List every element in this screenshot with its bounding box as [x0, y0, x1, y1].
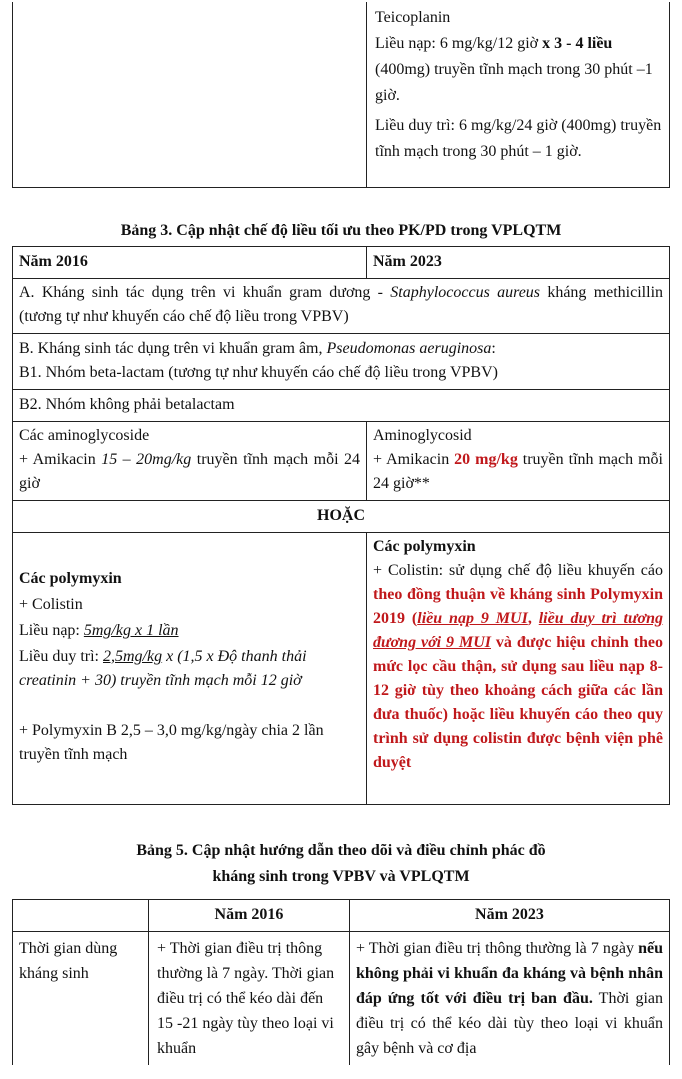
amino-2023-title: Aminoglycosid: [373, 427, 472, 444]
poly-2023-loading: liều nạp 9 MUI: [417, 610, 528, 627]
table3-caption: Bảng 3. Cập nhật chế độ liều tối ưu theo PK/PD trong VPLQTM: [120, 222, 562, 239]
poly-2016-cell: [13, 533, 367, 805]
poly-2016-maint-value: 2,5mg/kg: [102, 647, 163, 665]
poly-2023-pre: + Colistin: sử dụng chế độ liều khuyến cáo: [373, 562, 663, 579]
amino-2016-post: truyền tĩnh mạch mỗi 24 giờ: [19, 451, 360, 492]
amino-2023-post: truyền tĩnh mạch mỗi 24 giờ**: [373, 451, 663, 492]
teicoplanin-loading-rest: (400mg) truyền tĩnh mạch trong 30 phút –1 giờ.: [375, 61, 653, 104]
row-a-rest: kháng methicillin (tương tự như khuyến cáo chế độ liều trong VPBV): [19, 284, 664, 325]
row-a-organism: Staphylococcus aureus: [390, 284, 541, 301]
amino-2016-pre: + Amikacin: [19, 451, 102, 468]
poly-2016-maint-rest: x (1,5 x Độ thanh thải creatinin + 30) truyền tĩnh mạch mỗi 12 giờ: [19, 647, 307, 689]
poly-2016-loading-value: 5mg/kg x 1 lần: [83, 621, 179, 639]
table5: [12, 899, 670, 1065]
row-b1-text: B1. Nhóm beta-lactam (tương tự như khuyến cáo chế độ liều trong VPBV): [19, 364, 498, 381]
poly-2023-rest: và được hiệu chỉnh theo mức lọc cầu thận, sử dụng sau liều nạp 8-12 giờ tùy theo khoảng cách giữa các lần đưa thuốc) hoặc liều khuyến cáo theo quy trình sử dụng colistin được bệnh viện phê duyệt: [373, 634, 664, 771]
teicoplanin-cell: [367, 2, 670, 188]
teicoplanin-maintenance: Liều duy trì: 6 mg/kg/24 giờ (400mg) truyền tĩnh mạch trong 30 phút – 1 giờ.: [375, 117, 662, 160]
table5-2023-post: Thời gian điều trị có thể kéo dài tùy theo loại vi khuẩn gây bệnh và cơ địa: [356, 990, 663, 1057]
teicoplanin-drug-name: Teicoplanin: [375, 9, 451, 26]
table5-2023-pre: + Thời gian điều trị thông thường là 7 ngày: [356, 940, 639, 957]
amino-2023-cell: [367, 422, 670, 501]
or-row: HOẶC: [13, 501, 670, 533]
table3: [12, 246, 670, 805]
row-b-organism: Pseudomonas aeruginosa: [326, 340, 492, 357]
amino-2016-dose: 15 – 20mg/kg: [101, 451, 192, 468]
table5-row-2023: [350, 932, 670, 1066]
amino-2023-dose: 20 mg/kg: [454, 451, 518, 468]
row-a-text: A. Kháng sinh tác dụng trên vi khuẩn gram dương -: [19, 284, 391, 301]
table3-row-b2: B2. Nhóm không phải betalactam: [13, 390, 670, 422]
row-b-colon: :: [491, 340, 496, 357]
teicoplanin-table: [12, 2, 670, 188]
table5-caption: [12, 838, 670, 890]
table5-header-2023: Năm 2023: [350, 900, 670, 932]
table3-row-b: [13, 334, 670, 390]
poly-2016-title: Các polymyxin: [19, 569, 122, 587]
poly-2016-colistin: + Colistin: [19, 595, 83, 613]
poly-2023-title: Các polymyxin: [373, 538, 476, 555]
table3-header-2016: Năm 2016: [13, 247, 367, 279]
table5-header-empty: [13, 900, 149, 932]
poly-2016-maint-label: Liều duy trì:: [19, 647, 103, 665]
table5-caption-line2: kháng sinh trong VPBV và VPLQTM: [212, 868, 470, 885]
table3-row-a: [13, 279, 670, 334]
poly-2023-maintenance: liều duy trì tương đương với 9 MUI: [373, 610, 664, 651]
amino-2016-cell: [13, 422, 367, 501]
teicoplanin-loading-text: Liều nạp: 6 mg/kg/12 giờ: [375, 35, 543, 52]
amino-2016-title: Các aminoglycoside: [19, 427, 150, 444]
table5-2023-bold: nếu không phải vi khuẩn đa kháng và bệnh nhân đáp ứng tốt với điều trị ban đầu.: [356, 940, 663, 1007]
table5-row-2016: + Thời gian điều trị thông thường là 7 ngày. Thời gian điều trị có thể kéo dài đến 15 -21 ngày tùy theo loại vi khuẩn: [149, 932, 350, 1066]
table3-header-2023: Năm 2023: [367, 247, 670, 279]
table5-row-label: Thời gian dùng kháng sinh: [13, 932, 149, 1066]
poly-2023-consensus: theo đồng thuận về kháng sinh Polymyxin 2019 (: [373, 586, 663, 627]
amino-2023-pre: + Amikacin: [373, 451, 455, 468]
teicoplanin-empty-cell: [13, 2, 367, 188]
poly-2016-loading-label: Liều nạp:: [19, 621, 84, 639]
poly-2023-comma: ,: [527, 610, 539, 627]
table5-header-2016: Năm 2016: [149, 900, 350, 932]
table5-caption-line1: Bảng 5. Cập nhật hướng dẫn theo dõi và điều chỉnh phác đồ: [136, 842, 546, 859]
poly-2023-cell: [367, 533, 670, 805]
teicoplanin-loading-bold: x 3 - 4 liều: [542, 35, 613, 52]
row-b-text: B. Kháng sinh tác dụng trên vi khuẩn gram âm,: [19, 340, 327, 357]
poly-2016-polymyxin-b: + Polymyxin B 2,5 – 3,0 mg/kg/ngày chia 2 lần truyền tĩnh mạch: [19, 721, 324, 763]
